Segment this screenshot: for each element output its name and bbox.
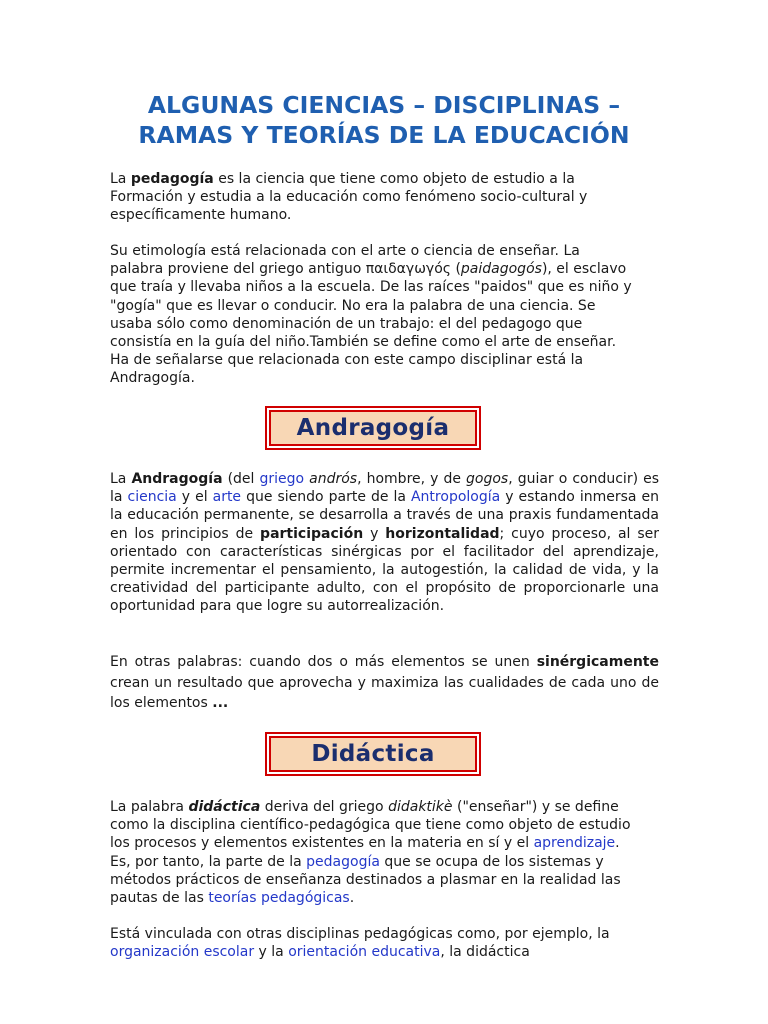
section-heading-andragogia <box>265 406 481 450</box>
term-horizontalidad: horizontalidad <box>385 525 500 542</box>
link-aprendizaje[interactable]: aprendizaje <box>533 835 616 852</box>
term-paidagogos: paidagogós <box>460 261 542 278</box>
text: La <box>110 471 132 487</box>
text: y estando inmersa en la educación permanente, se desarrolla a través de una praxis fundamentada en los principios de <box>110 489 660 542</box>
term-didactica: didáctica <box>188 799 261 815</box>
page-title <box>0 90 768 150</box>
text: y la <box>254 944 289 961</box>
text: (del <box>222 471 260 487</box>
link-griego[interactable]: griego <box>259 471 305 487</box>
text: La palabra <box>110 799 189 815</box>
text: , guiar o conducir) es la <box>110 471 659 506</box>
term-sinergicamente: sinérgicamente <box>536 654 659 670</box>
intro-paragraph <box>110 170 637 225</box>
otras-palabras-paragraph <box>110 652 659 714</box>
title-line-2: RAMAS Y TEORÍAS DE LA EDUCACIÓN <box>138 121 630 149</box>
text: ), el esclavo que traía y llevaba niños a la escuela. De las raíces "paidos" que es niño y "gogía" que es llevar o conducir. No era la palabra de una ciencia. Se usaba sólo como denominación de un trabajo: el del pedagogo que consistía en la guía del niño.También se define como el arte de enseñar. Ha de señalarse que relacionada con este campo disciplinar está la Andragogía. <box>110 261 632 387</box>
text: . <box>349 890 355 907</box>
term-gogos: gogos <box>466 471 509 487</box>
vinculada-paragraph <box>110 925 659 961</box>
link-antropologia[interactable]: Antropología <box>410 489 501 506</box>
link-organizacion-escolar[interactable]: organización escolar <box>110 944 255 961</box>
text: que siendo parte de la <box>241 489 411 506</box>
ellipsis: ... <box>212 695 229 711</box>
text: Está vinculada con otras disciplinas pedagógicas como, por ejemplo, la <box>110 926 610 942</box>
term-didaktike: didaktikè <box>388 799 453 815</box>
link-pedagogia[interactable]: pedagogía <box>306 853 380 870</box>
link-orientacion-educativa[interactable]: orientación educativa <box>288 944 441 961</box>
link-ciencia[interactable]: ciencia <box>127 489 177 506</box>
text: que se ocupa de los sistemas y métodos prácticos de enseñanza destinados a plasmar en la realidad las pautas de las <box>110 853 621 907</box>
text: y el <box>176 489 213 506</box>
title-line-1: ALGUNAS CIENCIAS – DISCIPLINAS – <box>147 91 621 119</box>
link-teorias-pedagogicas[interactable]: teorías pedagógicas <box>208 890 350 907</box>
section-heading-didactica <box>265 732 481 776</box>
section-heading-label: Andragogía <box>269 410 477 446</box>
text: crean un resultado que aprovecha y maximiza las cualidades de cada uno de los elementos <box>110 674 659 711</box>
didactica-paragraph <box>110 798 637 907</box>
etimologia-paragraph <box>110 242 637 388</box>
text: ("enseñar") y se define como la disciplina científico-pedagógica que tiene como objeto de estudio los procesos y elementos existentes en la materia en sí y el <box>110 799 631 852</box>
term-participacion: participación <box>260 525 364 542</box>
term-andragogia: Andragogía <box>131 471 223 487</box>
text: Su etimología está relacionada con el arte o ciencia de enseñar. La palabra proviene del griego antiguo παιδαγωγός ( <box>110 243 580 278</box>
text: La <box>110 171 131 187</box>
text: y <box>363 525 386 542</box>
text: ; cuyo proceso, al ser orientado con características sinérgicas por el facilitador del aprendizaje, permite incrementar el pensamiento, la autogestión, la calidad de vida, y la creatividad del participante adulto, con el propósito de proporcionarle una oportunidad para que logre su autorrealización. <box>110 525 660 615</box>
text: . Es, por tanto, la parte de la <box>110 835 620 870</box>
text: , hombre, y de <box>357 471 466 487</box>
term-pedagogia: pedagogía <box>130 171 214 187</box>
link-arte[interactable]: arte <box>212 489 242 506</box>
text: , la didáctica <box>440 944 530 961</box>
andragogia-paragraph <box>110 470 659 616</box>
section-heading-label: Didáctica <box>269 736 477 772</box>
text: deriva del griego <box>260 799 389 815</box>
text: es la ciencia que tiene como objeto de estudio a la Formación y estudia a la educación como fenómeno socio-cultural y específicamente humano. <box>110 171 588 224</box>
term-andros: andrós <box>309 471 358 487</box>
text: En otras palabras: cuando dos o más elementos se unen <box>110 654 537 670</box>
